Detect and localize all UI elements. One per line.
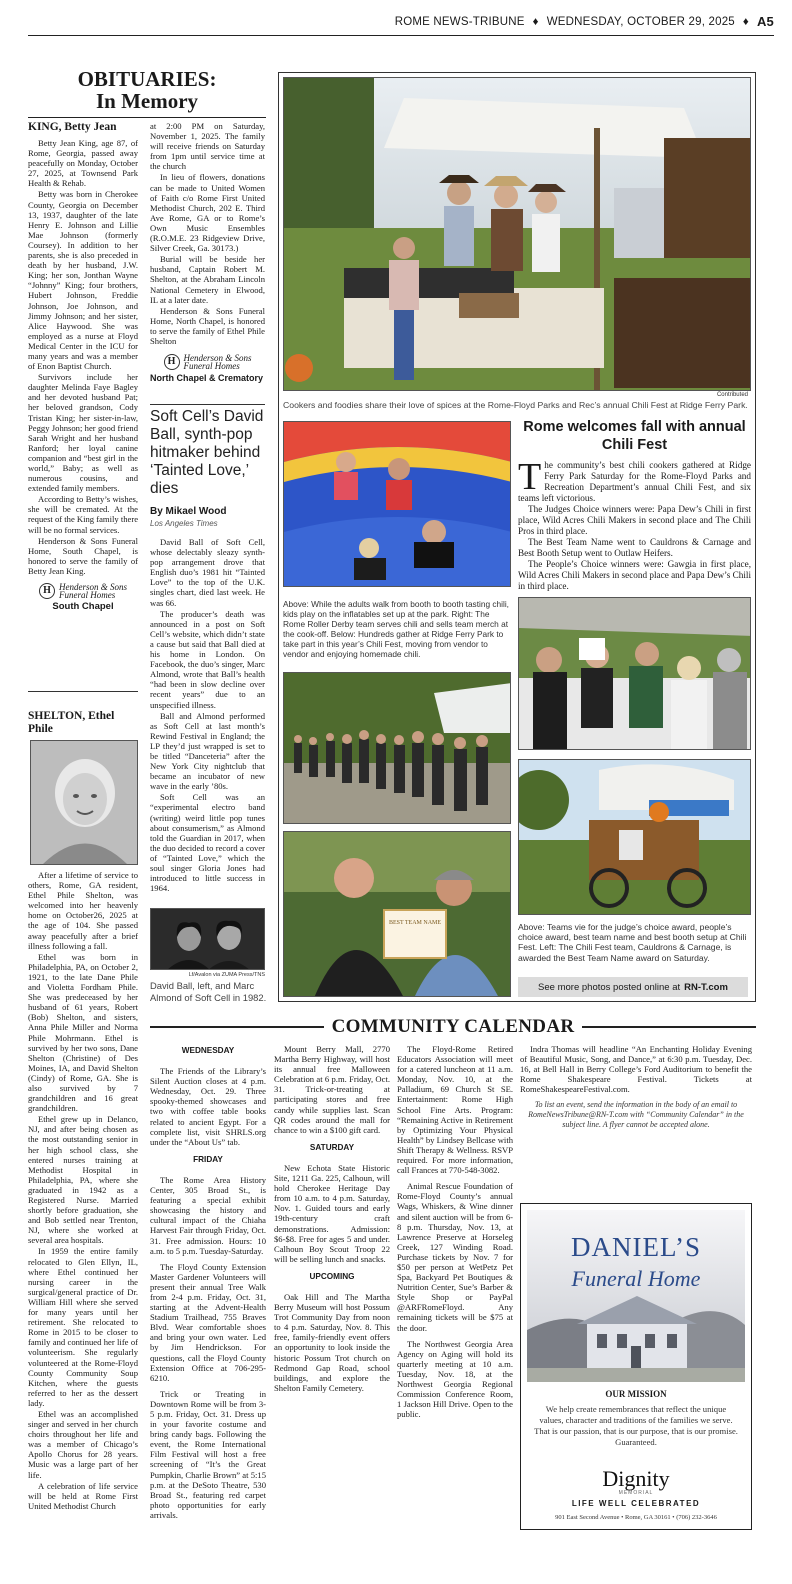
monogram-icon: H (164, 354, 180, 370)
chapel-name: South Chapel (52, 601, 114, 613)
left-caption: Above: While the adults walk from booth to booth tasting chili, kids play on the inflatables set up at the park. Right: The Rome Roller Derby team serves chili and sells team merch at the cook-off. Below: Hundreds gather at Ridge Ferry Park to take part in this year’s Chili Fest, moving from vendor to vendor and enjoying homemade chili. (283, 599, 509, 659)
separator-icon: ♦ (742, 15, 749, 28)
obit-paragraph: Henderson & Sons Funeral Home, North Chapel, is honored to serve the family of Ethel Phile Shelton (150, 305, 265, 346)
calendar-event: Mount Berry Mall, 2770 Martha Berry Highway, will host its annual free Malloween Celebration at 6 p.m. Friday, Oct. 31. Trick-or-treating at participating stores and free candy while supplies last. Scan QR codes around the mall for chance to win a $100 gift card. (274, 1044, 390, 1135)
monogram-icon: H (39, 583, 55, 599)
calendar-event: The Friends of the Library’s Silent Auction closes at 4 p.m. Wednesday, Oct. 29. Three spooky-themed showcases and two with coffee table books related to ancient Egypt. For a complete list, visit SHRLS.org under the “About Us” tab. (150, 1066, 266, 1147)
calendar-event: Trick or Treating in Downtown Rome will be from 3-5 p.m. Friday, Oct. 31. Dress up in your favorite costume and bring candy bags. Following the event, the Rome International Film Festival will host a free screening of “It’s the Great Pumpkin, Charlie Brown” at 5:15 p.m. at the DeSoto Theatre, 530 Broad St., featuring red carpet photo opportunities for early arrivals. (150, 1388, 266, 1520)
obit-shelton-continued (150, 121, 265, 383)
day-heading: UPCOMING (309, 1271, 355, 1281)
chapel-name: North Chapel & Crematory (150, 373, 264, 384)
banner-rule (582, 1026, 756, 1028)
funeral-home-logo: H Henderson & Sons Funeral Homes (150, 354, 265, 370)
chili-main-photo (283, 77, 751, 391)
article-body (518, 456, 751, 592)
divider (150, 404, 265, 405)
issue-date: WEDNESDAY, OCTOBER 29, 2025 (546, 15, 735, 28)
dignity-sub: MEMORIAL (618, 1490, 654, 1496)
calendar-col-3 (397, 1044, 513, 1425)
obit-paragraph: Ethel was born in Philadelphia, PA, on October 2, 1921, to the late Dane Phile and Violetta Fordham Phile. She was predeceased by her husband of 61 years, Robert (Bob) Shelton, and sisters, Anna Phile Miller and Norma Phile Mohrmann. Ethel is survived by her two sons, Dane Shelton (Christine) of Des Moines, IA, and David Shelton (Cindy) of Rome, GA. She is also survived by 7 grandchildren and 16 great grandchildren. (28, 951, 138, 1114)
calendar-banner (150, 1016, 756, 1038)
divider (28, 691, 138, 692)
funeral-home-logo (28, 583, 138, 599)
calendar-title: COMMUNITY CALENDAR (331, 1016, 575, 1037)
calendar-event: Animal Rescue Foundation of Rome-Floyd County’s annual Wags, Whiskers, & Wine dinner and silent auction will be from 6-8 p.m. Thursday, Nov. 13, at Lawrence Preserve at Horseleg Creek, 127 Winding Road. Purchase tickets by Nov. 7 for $50 per person at WetPetz Pet Spa, Backyard Pet Boutiques & Nutrition Center, Sue’s Barber & Style Shop or PayPal @ARFRomeFloyd. Any remaining tickets will be $75 at the door. (397, 1181, 513, 1333)
article-paragraph: Ball and Almond performed as Soft Cell at last month’s Rewind Festival in England; the LP they’d just wrapped is set to be titled “Danceteria” after the New York City nightclub that became an incubator of new wave in the early ’80s. (150, 710, 265, 792)
calendar-col-1 (150, 1044, 266, 1526)
banner-rule (150, 1026, 324, 1028)
obituaries-banner (28, 68, 266, 118)
chili-article (518, 418, 751, 592)
obit-paragraph: Betty Jean King, age 87, of Rome, Georgia, passed away peacefully on Monday, October 27, 2025, at Townsend Park Health & Rehab. (28, 138, 138, 189)
softcell-photo (150, 908, 265, 970)
separator-icon: ♦ (532, 15, 539, 28)
calendar-event: The Floyd County Extension Master Gardener Volunteers will present their annual Tree Walk from 2-4 p.m. Friday, Oct. 31, starting at the Advent-Health Stadium Trailhead, 755 Braves Blvd. Wear comfortable shoes and bring your own water. Led by Jim Hendrickson. For questions, call the Floyd County Extension Office at 706-295-6210. (150, 1261, 266, 1383)
calendar-event: Indra Thomas will headline “An Enchanting Holiday Evening of Beautiful Music, Song, and Dance,” at 6:30 p.m. Tuesday, Dec. 16, at Bell Hall in Berry College’s Ford Auditorium to benefit the Rome Shakespeare Festival. Tickets at RomeShakespeareFestival.com. (520, 1044, 752, 1095)
more-photos-banner[interactable] (518, 977, 748, 997)
funeral-home-ad[interactable] (520, 1203, 752, 1530)
article-paragraph: The People’s Choice winners were: Gawgia in first place, Wild Acres Chili Makers in second place and Papa Dew’s Chili in third place. (518, 559, 751, 591)
calendar-event: New Echota State Historic Site, 1211 Ga. 225, Calhoun, will hold Cherokee Heritage Day from 10 a.m. to 4 p.m. Saturday, Nov. 1. Guided tours and early 19th-century craft demonstrations. Admission: $6-$8. Free for ages 5 and under. Calhoun Boy Scout Troop 22 will be selling lunch and snacks. (274, 1162, 390, 1264)
page-header (28, 8, 774, 36)
obit-paragraph: After a lifetime of service to others, Rome, GA resident, Ethel Phile Shelton, was welcomed into her heavenly home on October26, 2025 at the age of 104. She passed away peacefully after a brief illness following a fall. (28, 870, 138, 951)
article-headline: Soft Cell’s David Ball, synth-pop hitmaker behind ‘Tainted Love,’ dies (150, 408, 264, 497)
photo-credit: Lf/Avalon via ZUMA Press/TNS (188, 972, 265, 978)
obit-name: SHELTON, Ethel Phile (28, 710, 115, 735)
ad-tagline: LIFE WELL CELEBRATED (571, 1499, 701, 1508)
obit-paragraph: Burial will be beside her husband, Captain Robert M. Shelton, at the Abraham Lincoln National Cemetery in Elwood, IL at a later date. (150, 254, 265, 305)
paper-name: ROME NEWS-TRIBUNE (394, 15, 525, 28)
obit-paragraph: According to Betty’s wishes, she will be cremated. At the request of the King family there will be no formal services. (28, 494, 139, 535)
more-photos-link[interactable]: RN-T.com (684, 981, 728, 993)
main-photo-caption: Cookers and foodies share their love of spices at the Rome-Floyd Parks and Rec’s annual Chili Fest at Ridge Ferry Park. (283, 400, 748, 410)
obit-paragraph: A celebration of life service will be held at Rome First United Methodist Church (28, 1480, 138, 1511)
dignity-brand: Dignity (602, 1466, 670, 1491)
shelton-portrait (30, 740, 138, 865)
article-headline: Rome welcomes fall with annual Chili Fest (523, 419, 746, 453)
obit-shelton-head (28, 710, 138, 736)
outlet: Los Angeles Times (150, 519, 218, 528)
calendar-note: To list an event, send the information in the body of an email to RomeNewsTribune@RN-T.com with “Community Calendar” in the subject line. A flyer cannot be accepted alone. (528, 1100, 744, 1130)
obit-paragraph: In lieu of flowers, donations can be made to United Women of Faith c/o Rome First United Methodist Church, 202 E. Third Ave Rome, GA or to Rome’s Own Music Ensembles (R.O.M.E. 23 Ridgeview Drive, Silver Creek, Ga. 30173.) (150, 172, 265, 254)
obits-subtitle: In Memory (95, 89, 199, 113)
obit-shelton (28, 870, 138, 1512)
article-paragraph: David Ball of Soft Cell, whose delectably sleazy synth-pop arrangement drove that English duo’s 1981 hit “Tainted Love” to the top of the U.K. singles chart, died last week. He was 66. (150, 537, 265, 608)
calendar-event: The Floyd-Rome Retired Educators Association will meet for a catered luncheon at 11 a.m. Monday, Nov. 10, at the Palladium, 69 Church St SE. Entertainment: Rome High School Fine Arts. Program: “Remaining Active in Retirement by Optimizing Your Physical Health” by Lindsey Bellcase with Shift Therapy & Wellness. RSVP required. For more information, call Frances at 770-548-3082. (397, 1044, 513, 1176)
right-caption: Above: Teams vie for the judge’s choice award, people’s choice award, best team name and best booth setup at Chili Fest. Left: The Chili Fest team, Cauldrons & Carnage, is awarded the Best Team Name award on Saturday. (518, 922, 747, 963)
logo-line: Funeral Homes (59, 590, 116, 601)
crowd-photo (283, 672, 511, 824)
ad-address: 901 East Second Avenue • Rome, GA 30161 • (706) 232-3646 (555, 1514, 717, 1521)
calendar-event: The Northwest Georgia Area Agency on Aging will hold its quarterly meeting at 10 a.m. Tuesday, Nov. 18, at the Northwest Georgia Regional Commission Conference Room, 1 Jackson Hill Drive. Open to the public. (397, 1338, 513, 1420)
obit-paragraph: Henderson & Sons Funeral Home, South Chapel, is honored to serve the family of Betty Jean King. (28, 535, 138, 576)
obit-paragraph: Ethel was an accomplished singer and served in her church choirs throughout her life and was a member of Chicago’s Apollo Chorus for 28 years. Music was a large part of her life. (28, 1408, 138, 1480)
article-paragraph: Soft Cell was an “experimental electro band (writing) weird little pop tunes about consumerism,” as Almond told the Guardian in 2017, when the duo decided to record a cover of “Tainted Love,” which the soul singer Gloria Jones had introduced to little success in 1964. (150, 792, 265, 894)
photo-caption: David Ball, left, and Marc Almond of Soft Cell in 1982. (150, 980, 267, 1003)
mission-text: We help create remembrances that reflect the unique values, character and traditions of the families we serve. That is our passion, that is our purpose, that is our promise. Guaranteed. (534, 1404, 738, 1447)
logo-line: Henderson & Sons (59, 582, 127, 593)
ad-brand-subtitle: Funeral Home (571, 1266, 701, 1291)
article-paragraph: The producer’s death was announced in a post on Soft Cell’s website, which didn’t state a cause but said that Ball died at his home in London. On Facebook, the duo’s singer, Marc Almond, wrote that Ball’s health “had been in slow decline over recent years” due to an unspecified illness. (150, 608, 265, 710)
article-paragraph: The Best Team Name went to Cauldrons & Carnage and Best Booth Setup went to Outlaw Heifers. (518, 537, 751, 558)
ad-image (527, 1210, 745, 1382)
obits-title: OBITUARIES: (77, 67, 217, 91)
obit-paragraph: Betty was born in Cherokee County, Georgia on December 13, 1937, daughter of the late Henry E. Johnson and Lillie Mae Johnson (formerly Coursey). In addition to her parents, she is also preceded in death by her husband, J.W. King; her son, Jonthan Wayne “Johnny” King; four brothers, Hubert Johnson, Freddie Johnson, Joe Johnson, and Jimmy Johnson; and her sister, Alice Haywood. She was employed as a nurse at Floyd Medical Center in the ICU for many years and was a member of Enon Baptist Church. (28, 189, 138, 372)
article-paragraph: he community’s best chili cookers gathered at Ridge Ferry Park Saturday for the Rome-Floyd Parks and Recreation Department’s annual Chili Fest, and six teams left victorious. (518, 460, 751, 503)
roller-derby-photo (518, 597, 751, 750)
mission-title: OUR MISSION (605, 1389, 667, 1399)
page-number: A5 (756, 14, 774, 29)
day-heading: SATURDAY (309, 1142, 355, 1152)
softcell-article (150, 408, 268, 894)
award-sign-text: BEST TEAM NAME (388, 920, 442, 926)
dignity-logo (521, 1466, 751, 1492)
photo-credit: Contributed (716, 392, 748, 398)
award-photo (283, 831, 511, 997)
calendar-col-2 (274, 1044, 390, 1399)
day-heading: FRIDAY (193, 1154, 223, 1164)
obit-paragraph: Survivors include her daughter Melinda Faye Bagley and her devoted husband Pat; her beloved grandson, Cody Tristan King; her sister-in-law, Peggy Johnson; her good friend Sarah Wright and her husband Ranford; her loyal canine companion and “best girl in the world,” Baby; as well as numerous cousins, and extended family members. (28, 372, 138, 494)
article-paragraph: The Judges Choice winners were: Papa Dew’s Chili in first place, Wild Acres Chili Makers in second place and The Chili Pros in third place. (518, 504, 751, 536)
calendar-event: The Rome Area History Center, 305 Broad St., is featuring a special exhibit showcasing the history and cultural impact of the Chiaha Harvest Fair through Friday, Oct. 31. Free admission. Hours: 10 a.m. to 5 p.m. Tuesday-Saturday. (150, 1174, 266, 1256)
obit-king (28, 121, 138, 612)
calendar-event: Oak Hill and The Martha Berry Museum will host Possum Trot Community Day from noon to 4 p.m. Saturday, Nov. 8. This free, family-friendly event offers an opportunity to look inside the historic Possum Trot church on Redmond Gap Road, school buildings, and explore the Shelton Family Cemetery. (274, 1291, 390, 1393)
chuckwagon-photo (518, 759, 751, 915)
inflatables-photo (283, 421, 511, 587)
obit-paragraph: In 1959 the entire family relocated to Glen Ellyn, IL, where Ethel continued her nursing career in the surgical/general practice of Dr. William Hill where she served for many years until her retirement. She relocated to Rome in 2015 to be closer to family and continued her life of volunteerism. She regularly volunteered at the Rome-Floyd County Community Soup Kitchen, where the guests referred to her as the dessert lady. (28, 1246, 138, 1408)
calendar-col-4 (520, 1044, 752, 1130)
ad-brand-name: DANIEL’S (570, 1232, 701, 1262)
byline: By Mikael Wood (150, 506, 227, 517)
obit-paragraph: at 2:00 PM on Saturday, November 1, 2025. The family will receive friends on Saturday from 1pm until service time at the church (150, 121, 265, 172)
day-heading: WEDNESDAY (181, 1046, 235, 1055)
drop-cap: T (518, 456, 542, 498)
obit-paragraph: Ethel grew up in Delanco, NJ, and after being chosen as the most outstanding senior in her high school class, she entered nurses training at Methodist Hospital in Philadelphia, PA, where she graduated in 1942 as a Registered Nurse. Married shortly before graduation, she and Bob settled near Trenton, NJ, where she worked at several area hospitals. (28, 1114, 138, 1246)
obit-name: KING, Betty Jean (28, 121, 117, 133)
more-photos-text: See more photos posted online at (538, 981, 681, 993)
article-body (150, 537, 265, 893)
